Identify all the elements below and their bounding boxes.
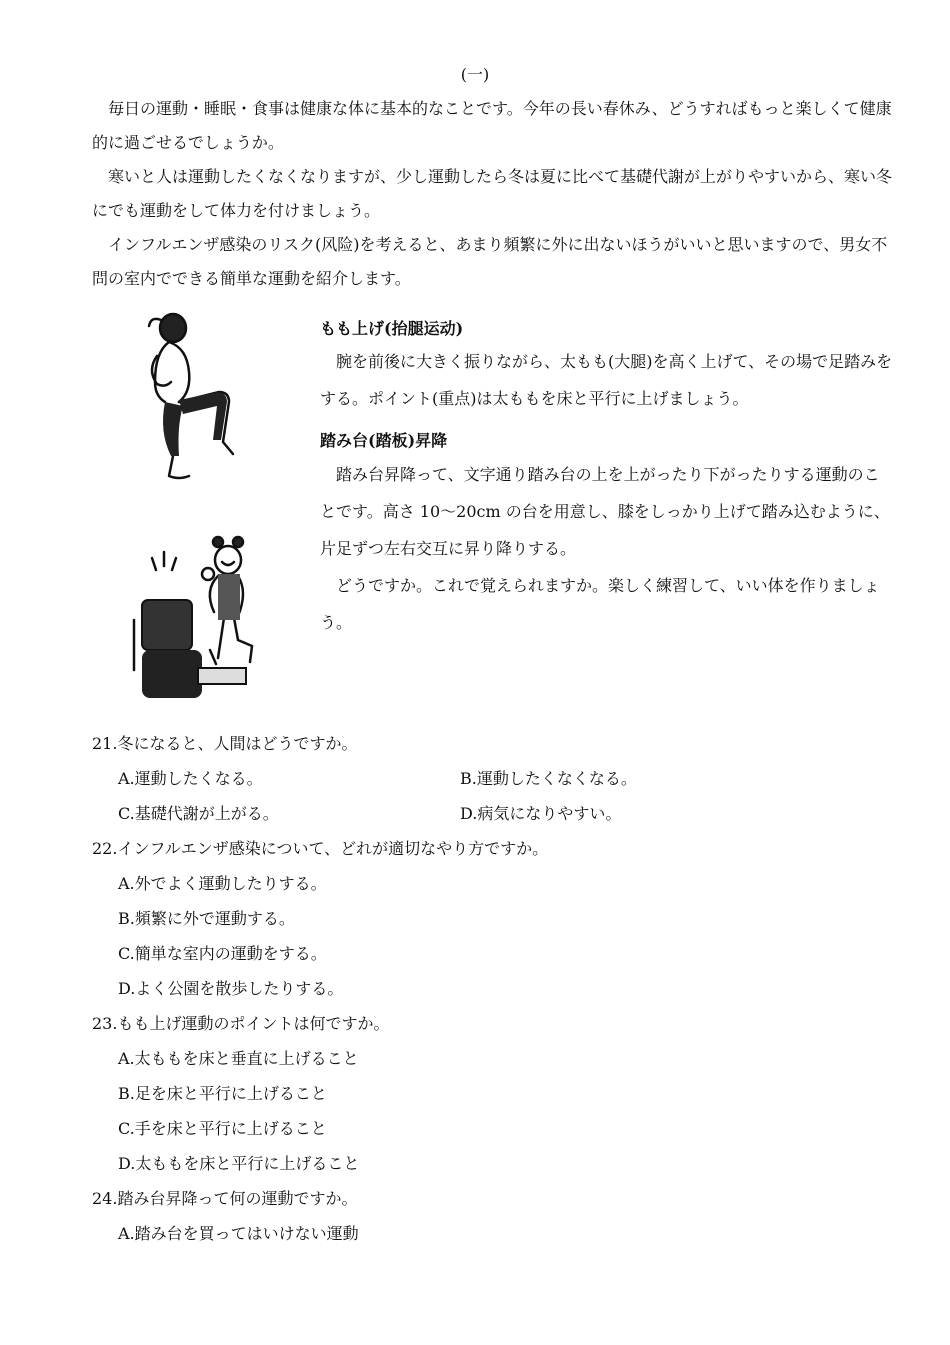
- intro-paragraph-2: 寒いと人は運動したくなくなりますが、少し運動したら冬は夏に比べて基礎代謝が上がりやすいから、寒い冬にでも運動をして体力を付けましょう。: [92, 167, 893, 220]
- question-21: 21.冬になると、人間はどうですか。: [92, 734, 358, 753]
- question-24-option-a[interactable]: A.踏み台を買ってはいけない運動: [118, 1224, 359, 1243]
- exercise-title-step: 踏み台(踏板)昇降: [320, 431, 448, 450]
- question-23-option-a[interactable]: A.太ももを床と垂直に上げること: [118, 1049, 359, 1068]
- question-22-option-b[interactable]: B.頻繁に外で運動する。: [118, 909, 295, 928]
- knee-raise-illustration: [135, 310, 255, 490]
- question-21-option-a[interactable]: A.運動したくなる。: [118, 769, 263, 788]
- question-21-option-d[interactable]: D.病気になりやすい。: [460, 804, 622, 823]
- intro-paragraph-3: インフルエンザ感染のリスク(风险)を考えると、あまり頻繁に外に出ないほうがいいと思いますので、男女不問の室内でできる簡単な運動を紹介します。: [92, 235, 888, 288]
- step-exercise-illustration: [130, 530, 270, 700]
- question-24: 24.踏み台昇降って何の運動ですか。: [92, 1189, 358, 1208]
- closing-paragraph: どうですか。これで覚えられますか。楽しく練習して、いい体を作りましょう。: [320, 576, 880, 632]
- question-23-option-b[interactable]: B.足を床と平行に上げること: [118, 1084, 327, 1103]
- exercise-description-knee-raise: 腕を前後に大きく振りながら、太もも(大腿)を高く上げて、その場で足踏みをする。ポイント(重点)は太ももを床と平行に上げましょう。: [320, 352, 893, 408]
- question-23-option-d[interactable]: D.太ももを床と平行に上げること: [118, 1154, 360, 1173]
- question-22-option-d[interactable]: D.よく公園を散歩したりする。: [118, 979, 344, 998]
- question-23-option-c[interactable]: C.手を床と平行に上げること: [118, 1119, 327, 1138]
- section-heading: (一): [460, 65, 490, 84]
- question-22: 22.インフルエンザ感染について、どれが適切なやり方ですか。: [92, 839, 549, 858]
- question-22-option-a[interactable]: A.外でよく運動したりする。: [118, 874, 327, 893]
- question-22-option-c[interactable]: C.簡単な室内の運動をする。: [118, 944, 327, 963]
- question-21-option-b[interactable]: B.運動したくなくなる。: [460, 769, 637, 788]
- question-21-option-c[interactable]: C.基礎代謝が上がる。: [118, 804, 279, 823]
- question-23: 23.もも上げ運動のポイントは何ですか。: [92, 1014, 390, 1033]
- exercise-description-step: 踏み台昇降って、文字通り踏み台の上を上がったり下がったりする運動のことです。高さ 10〜20cm の台を用意し、膝をしっかり上げて踏み込むように、片足ずつ左右交互に昇り降りする。: [320, 465, 890, 558]
- intro-paragraph-1: 毎日の運動・睡眠・食事は健康な体に基本的なことです。今年の長い春休み、どうすればもっと楽しくて健康的に過ごせるでしょうか。: [92, 99, 892, 152]
- exercise-title-knee-raise: もも上げ(抬腿运动): [320, 319, 464, 338]
